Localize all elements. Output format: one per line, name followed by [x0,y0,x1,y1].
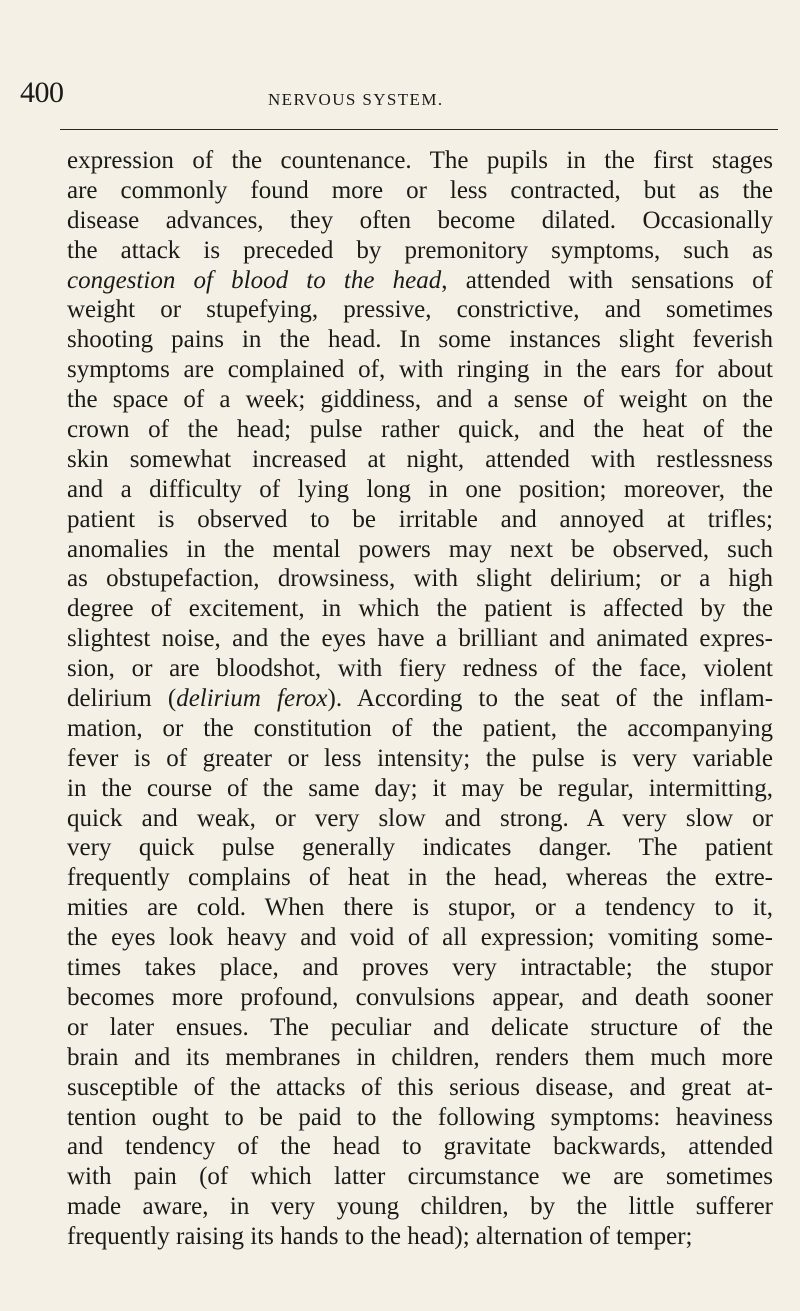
text-line [67,684,773,714]
text-line: mation, or the constitution of the patient, the accompanying [67,714,773,742]
page-number: 400 [20,76,64,109]
text-line [67,266,773,296]
text-line: quick and weak, or very slow and strong. A very slow or [67,804,773,832]
body-text [67,146,773,1252]
text-line: expression of the countenance. The pupils in the first stages [67,147,773,174]
text-line: or later ensues. The peculiar and delicate structure of the [67,1013,773,1041]
text-line: skin somewhat increased at night, attended with restlessness [67,445,773,473]
header-rule [60,129,778,130]
text-line: anomalies in the mental powers may next be observed, such [67,535,773,563]
text-line: in the course of the same day; it may be regular, intermitting, [67,774,773,802]
text-line: and tendency of the head to gravitate backwards, attended [67,1133,773,1161]
text-line: tention ought to be paid to the following symptoms: heaviness [67,1103,773,1131]
text-line: the eyes look heavy and void of all expression; vomiting some- [67,924,773,952]
text-line: fever is of greater or less intensity; the pulse is very variable [67,744,773,772]
text-line: degree of excitement, in which the patient is affected by the [67,595,773,623]
text-run: ). According to the seat of the inflam- [327,685,774,713]
text-line: symptoms are complained of, with ringing in the ears for about [67,356,773,384]
text-line: times takes place, and proves very intractable; the stupor [67,954,773,982]
text-line: disease advances, they often become dilated. Occasionally [67,206,773,234]
text-line: shooting pains in the head. In some instances slight feverish [67,326,773,354]
text-line: becomes more profound, convulsions appear, and death sooner [67,983,773,1011]
text-line: are commonly found more or less contracted, but as the [67,176,773,204]
text-line: and a difficulty of lying long in one position; moreover, the [67,475,773,503]
text-line: frequently raising its hands to the head); alternation of temper; [67,1223,693,1251]
text-line: mities are cold. When there is stupor, or a tendency to it, [67,894,773,922]
italic-phrase: congestion of blood to the head [67,266,442,294]
text-line: very quick pulse generally indicates danger. The patient [67,834,773,862]
text-run: , attended with sensations of [441,266,773,294]
text-line: brain and its membranes in children, renders them much more [67,1043,773,1071]
running-head: NERVOUS SYSTEM. [268,90,444,109]
text-line: the attack is preceded by premonitory symptoms, such as [67,236,773,264]
text-line: weight or stupefying, pressive, constrictive, and sometimes [67,296,773,324]
text-line: sion, or are bloodshot, with fiery redness of the face, violent [67,655,773,683]
italic-phrase: delirium ferox [176,685,328,713]
text-line: frequently complains of heat in the head, whereas the extre- [67,864,773,892]
text-line: slightest noise, and the eyes have a brilliant and animated expres- [67,625,773,653]
text-run: delirium ( [67,685,177,713]
text-line: susceptible of the attacks of this serious disease, and great at- [67,1073,773,1101]
text-line: with pain (of which latter circumstance we are sometimes [67,1163,773,1191]
text-line: as obstupefaction, drowsiness, with slight delirium; or a high [67,565,773,593]
text-line: made aware, in very young children, by the little sufferer [67,1193,773,1221]
text-line: patient is observed to be irritable and annoyed at trifles; [67,505,773,533]
text-line: crown of the head; pulse rather quick, and the heat of the [67,416,773,444]
text-line: the space of a week; giddiness, and a sense of weight on the [67,386,773,414]
